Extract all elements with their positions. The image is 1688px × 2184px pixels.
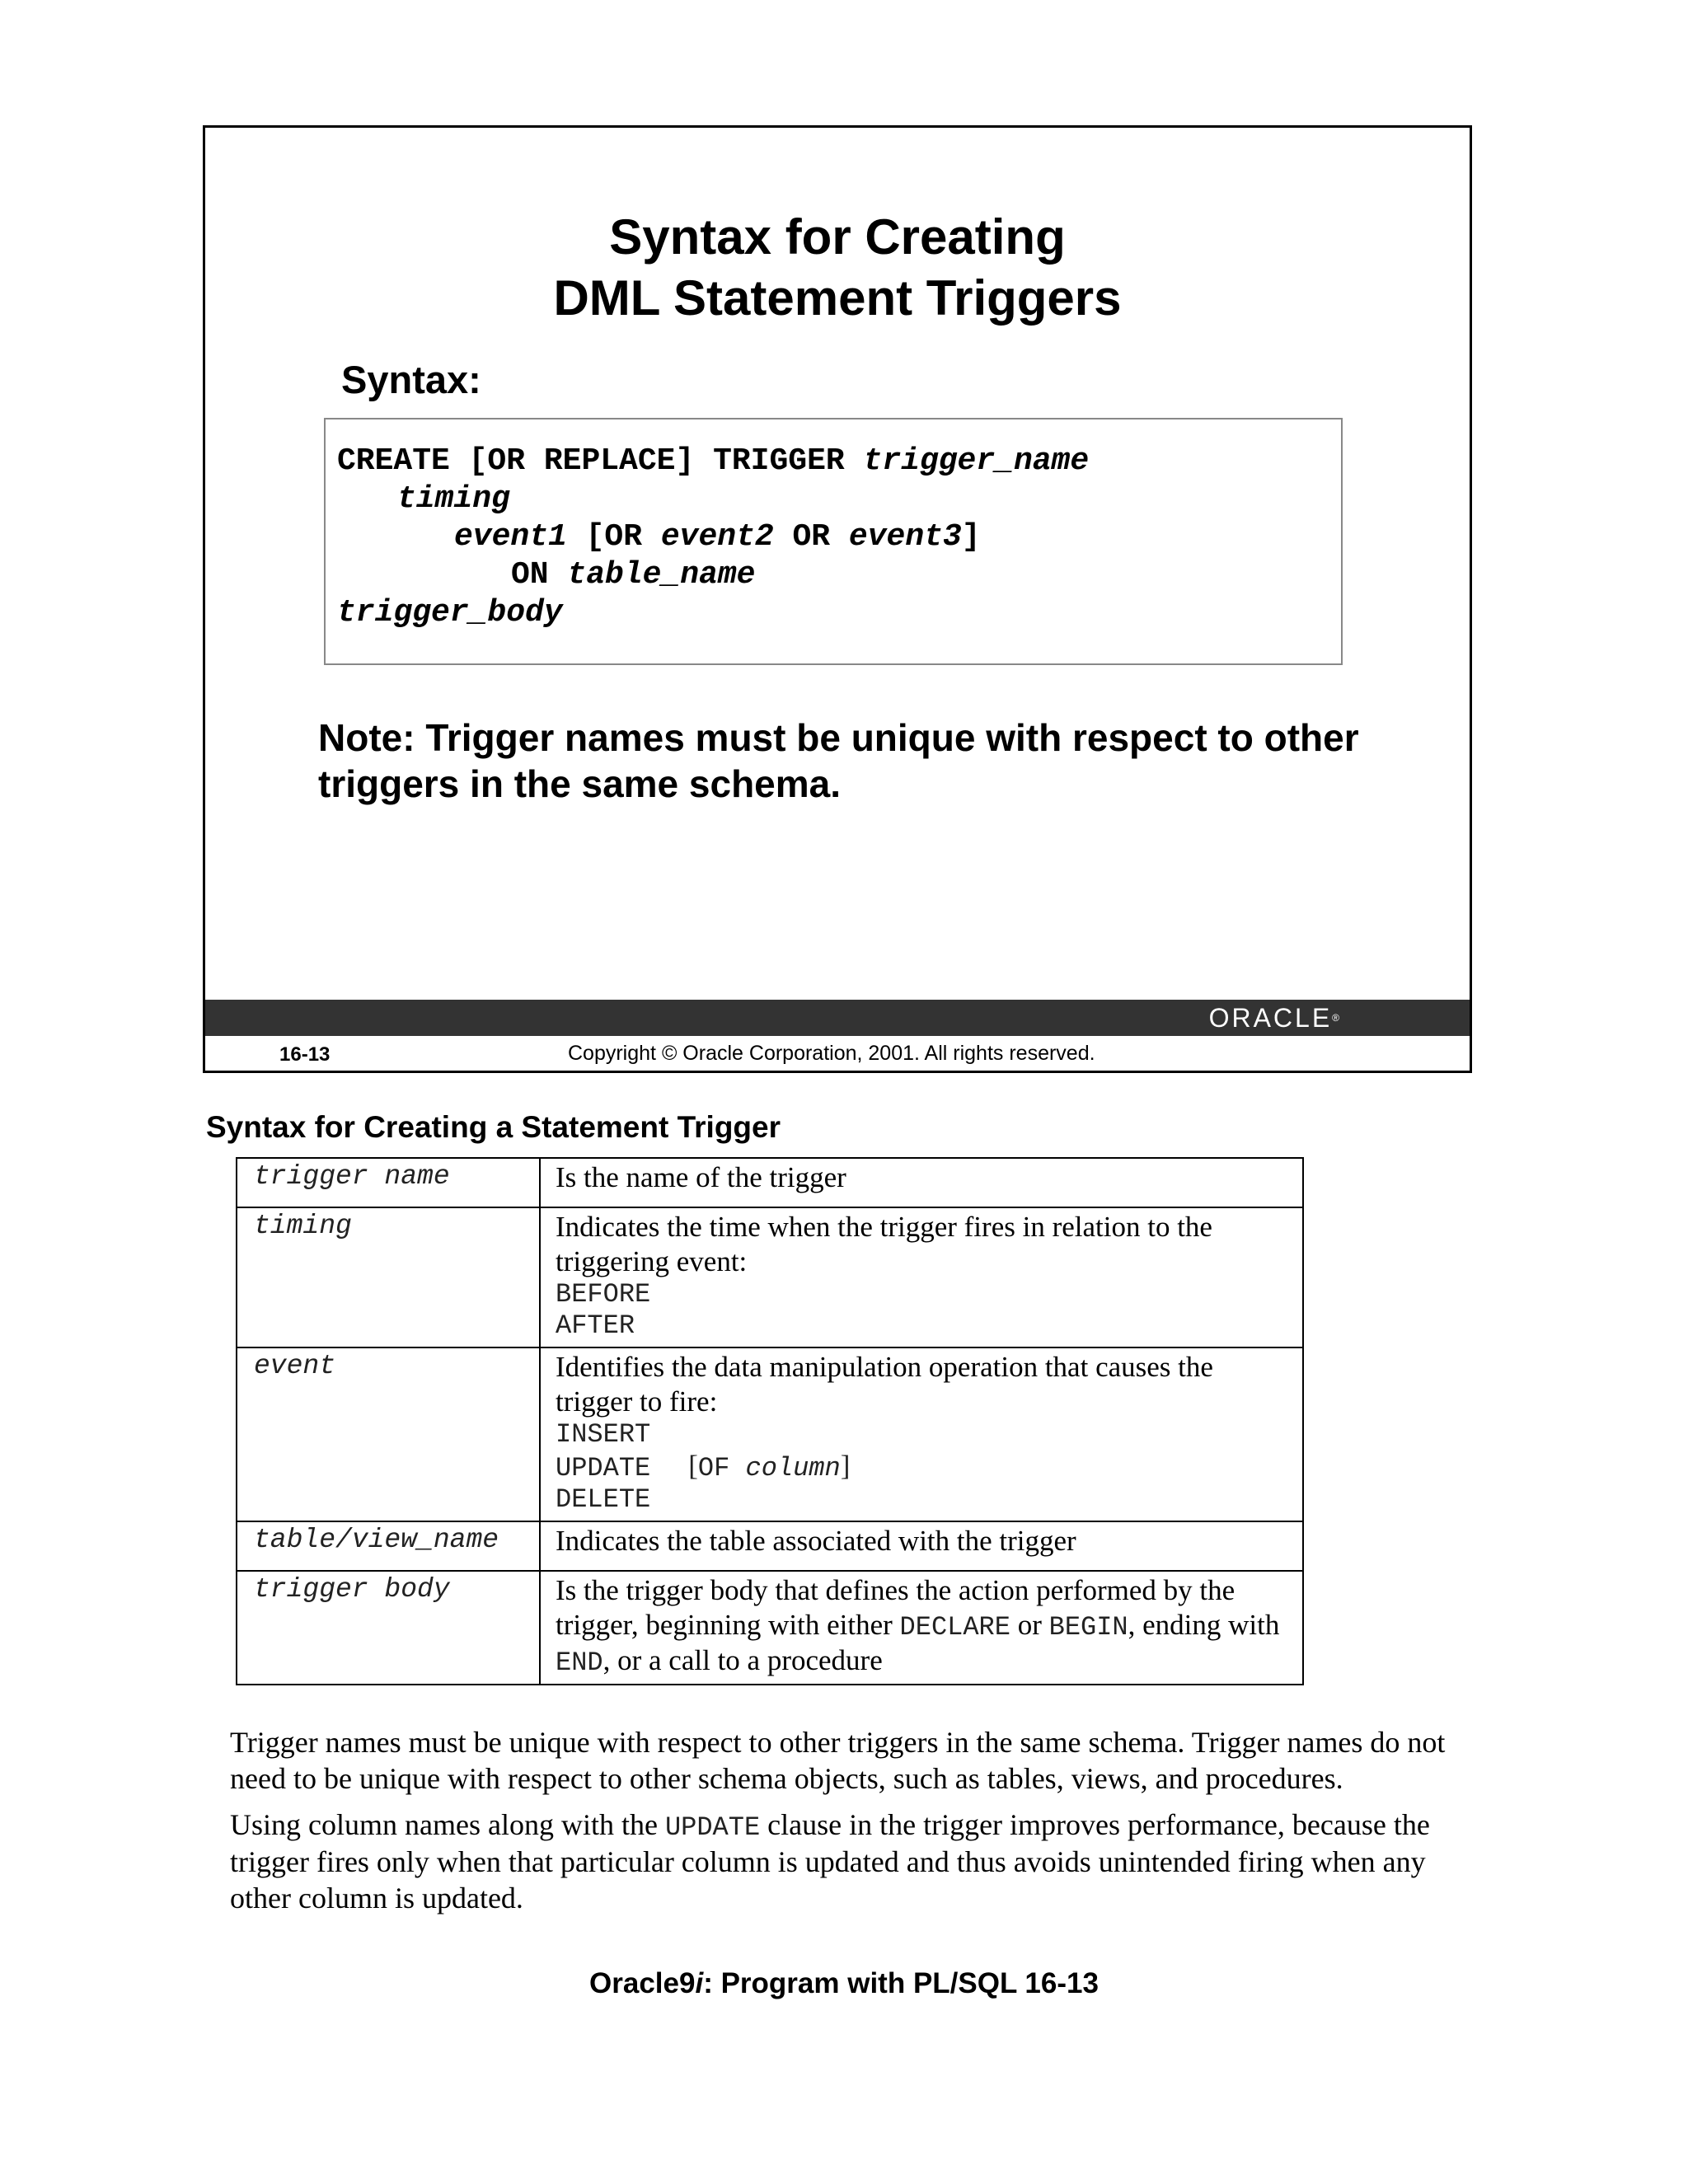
- footer-product-i: i: [695, 1967, 704, 1999]
- keyword-begin: BEGIN: [1048, 1612, 1128, 1643]
- code-line-5: [337, 594, 563, 632]
- slide-number: 16-13: [279, 1043, 331, 1066]
- description-text: or: [1010, 1609, 1049, 1641]
- code-variable: trigger_body: [337, 595, 563, 630]
- keyword-update-inline: UPDATE: [664, 1812, 761, 1843]
- code-variable: table_name: [567, 557, 756, 593]
- footer-course: : Program with PL/SQL 16-13: [703, 1967, 1099, 1999]
- keyword-update: UPDATE: [556, 1453, 651, 1483]
- table-row: [237, 1158, 1303, 1207]
- slide-title: [205, 207, 1470, 329]
- code-line-1: [337, 443, 1089, 480]
- code-line-4: [511, 556, 755, 594]
- description-text: Is the trigger body that defines the action performed by the trigger, beginning with either: [556, 1574, 1236, 1641]
- notes-paragraph-2: [230, 1807, 1483, 1916]
- slide-frame: [203, 125, 1472, 1073]
- notes-heading: Syntax for Creating a Statement Trigger: [206, 1110, 781, 1144]
- registered-mark: ®: [1332, 1012, 1339, 1024]
- syntax-code-box: [324, 418, 1343, 665]
- code-variable: timing: [397, 481, 510, 517]
- code-keyword: OR: [773, 519, 849, 555]
- parameter-description: [540, 1347, 1303, 1521]
- code-variable: event3: [848, 519, 962, 555]
- footer-product: Oracle9: [589, 1967, 696, 1999]
- keyword-column: column: [745, 1453, 841, 1483]
- code-variable: trigger_name: [863, 443, 1090, 479]
- keyword-update-line: [556, 1451, 1287, 1484]
- description-text: , ending with: [1128, 1609, 1280, 1641]
- code-line-3: [454, 518, 981, 556]
- table-row: [237, 1347, 1303, 1521]
- parameter-description: [540, 1521, 1303, 1571]
- bracket-close: ]: [840, 1450, 851, 1482]
- parameter-description: [540, 1158, 1303, 1207]
- description-text: Indicates the table associated with the trigger: [556, 1525, 1076, 1557]
- paragraph-text: Using column names along with the: [230, 1808, 665, 1841]
- code-line-2: [397, 480, 510, 518]
- slide-note: Note: Trigger names must be unique with respect to other triggers in the same schema.: [318, 716, 1359, 805]
- code-keyword: ]: [961, 519, 981, 555]
- table-row: [237, 1207, 1303, 1347]
- notes-paragraph-1: Trigger names must be unique with respect to other triggers in the same schema. Trigger names do not need to be unique with respect to other schema objects, such as tables, views, and procedures.: [230, 1726, 1446, 1795]
- keyword-declare: DECLARE: [899, 1612, 1010, 1643]
- slide-title-line-2: DML Statement Triggers: [553, 270, 1122, 326]
- description-text: Indicates the time when the trigger fires in relation to the triggering event:: [556, 1211, 1212, 1277]
- parameter-description: [540, 1571, 1303, 1685]
- oracle-logo-text: ORACLE: [1208, 1003, 1333, 1033]
- keyword-insert: INSERT: [556, 1419, 651, 1450]
- description-text: , or a call to a procedure: [603, 1644, 883, 1676]
- description-text: Identifies the data manipulation operation that causes the trigger to fire:: [556, 1351, 1213, 1418]
- code-variable: event1: [454, 519, 567, 555]
- syntax-label: Syntax:: [341, 358, 481, 401]
- code-keyword: ON: [511, 557, 568, 593]
- code-keyword: CREATE [OR REPLACE] TRIGGER: [337, 443, 864, 479]
- copyright-text: Copyright © Oracle Corporation, 2001. All rights reserved.: [568, 1042, 1095, 1065]
- keyword-after: AFTER: [556, 1310, 635, 1341]
- parameter-description: [540, 1207, 1303, 1347]
- code-variable: event2: [660, 519, 774, 555]
- oracle-logo: [1209, 1004, 1339, 1032]
- table-row: [237, 1521, 1303, 1571]
- bracket-open: [: [688, 1450, 698, 1482]
- parameter-name: trigger body: [237, 1571, 540, 1685]
- keyword-of: OF: [697, 1453, 746, 1483]
- parameter-name: table/view_name: [237, 1521, 540, 1571]
- table-row: [237, 1571, 1303, 1685]
- parameter-name: timing: [237, 1207, 540, 1347]
- parameter-name: trigger name: [237, 1158, 540, 1207]
- code-keyword: [OR: [566, 519, 661, 555]
- keyword-before: BEFORE: [556, 1279, 651, 1310]
- slide-footer-bar: [205, 1000, 1470, 1036]
- parameter-name: event: [237, 1347, 540, 1521]
- keyword-end: END: [556, 1647, 603, 1678]
- keyword-delete: DELETE: [556, 1484, 651, 1515]
- paragraph-text: clause in the trigger improves performance, because the trigger fires only when that particular column is updated and thus avoids unintended firing when any other column is updated.: [230, 1808, 1430, 1915]
- parameter-table: [236, 1157, 1304, 1685]
- description-text: Is the name of the trigger: [556, 1161, 846, 1193]
- page-footer: [0, 1966, 1688, 2001]
- slide-title-line-1: Syntax for Creating: [609, 209, 1066, 265]
